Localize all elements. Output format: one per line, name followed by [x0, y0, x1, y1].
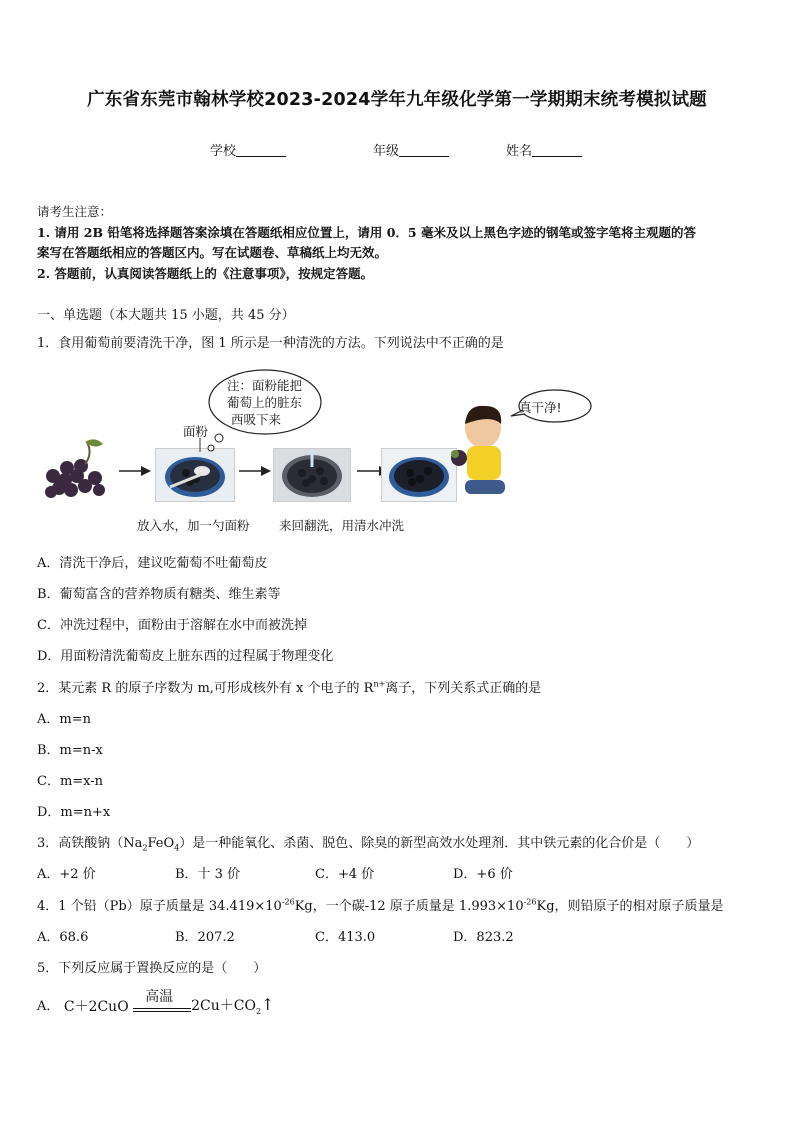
- q3-options: [37, 863, 513, 882]
- q3-option-a[interactable]: A．+2 价: [37, 867, 96, 882]
- notice-item-2: 2. 答题前，认真阅读答题纸上的《注意事项》，按规定答题。: [37, 265, 374, 281]
- q3-option-d[interactable]: D．+6 价: [453, 867, 513, 882]
- arrow-icon: [119, 464, 153, 478]
- school-blank[interactable]: [236, 143, 286, 157]
- q1-option-a[interactable]: A．清洗干净后，建议吃葡萄不吐葡萄皮: [37, 556, 268, 571]
- page-title: 广东省东莞市翰林学校2023-2024学年九年级化学第一学期期末统考模拟试题: [87, 90, 707, 110]
- notice-item-1a: 1. 请用 2B 铅笔将选择题答案涂填在答题纸相应位置上，请用 0．5 毫米及以上黑色字迹的钢笔或签字笔将主观题的答: [37, 224, 696, 240]
- speech-bubble-text: 真干净!: [519, 400, 562, 415]
- q1-option-d[interactable]: D．用面粉清洗葡萄皮上脏东西的过程属于物理变化: [37, 649, 334, 664]
- grape-washing-figure: [37, 368, 617, 538]
- q2-option-a[interactable]: A．m=n: [37, 712, 91, 727]
- pot-flour-image: [155, 448, 235, 502]
- q3-option-b[interactable]: B．十 3 价: [175, 867, 241, 882]
- name-blank[interactable]: [532, 143, 582, 157]
- q1-option-c[interactable]: C．冲洗过程中，面粉由于溶解在水中而被洗掉: [37, 618, 307, 633]
- note-bubble-text: 注：面粉能把 葡萄上的脏东 西吸下来: [227, 378, 303, 427]
- reaction-condition: 高温: [133, 996, 191, 1016]
- q2-stem: 2．某元素 R 的原子序数为 m,可形成核外有 x 个电子的 $R^{n+}$离子，下列关系式正确的是: [37, 679, 542, 696]
- q1-stem: 1．食用葡萄前要清洗干净，图 1 所示是一种清洗的方法。下列说法中不正确的是: [37, 336, 504, 351]
- pot-clean-image: [381, 448, 457, 502]
- q4-options: [37, 926, 514, 945]
- caption-step2: 来回翻洗，用清水冲洗: [279, 518, 405, 533]
- grade-field: 年级: [373, 140, 449, 159]
- notice-block: [37, 202, 762, 284]
- q2-option-c[interactable]: C．m=x-n: [37, 774, 104, 789]
- q3-stem: 3．高铁酸钠$(Na_2FeO_4)$是一种能氧化、杀菌、脱色、除臭的新型高效水处理剂．其中铁元素的化合价是（ ）: [37, 836, 700, 853]
- q4-option-c[interactable]: C．413.0: [315, 930, 376, 945]
- school-field: 学校: [210, 140, 286, 159]
- q2-option-b[interactable]: B．m=n-x: [37, 743, 103, 758]
- q4-option-a[interactable]: A．68.6: [37, 930, 89, 945]
- notice-head: 请考生注意：: [37, 204, 113, 219]
- flour-label: 面粉: [183, 424, 209, 439]
- section-heading: 一、单选题（本大题共 15 小题，共 45 分）: [37, 308, 295, 323]
- grapes-image: [41, 436, 113, 502]
- notice-item-1b: 案写在答题纸相应的答题区内。写在试题卷、草稿纸上均无效。: [37, 245, 388, 260]
- q5-stem: 5．下列反应属于置换反应的是（ ）: [37, 961, 267, 976]
- pot-rinse-image: [273, 448, 351, 502]
- q4-option-d[interactable]: D．823.2: [453, 930, 514, 945]
- q5-option-a[interactable]: A． C＋2CuO 高温 $2Cu+CO_2↑$: [37, 988, 275, 1016]
- caption-step1: 放入水，加一勺面粉: [137, 518, 250, 533]
- grade-blank[interactable]: [399, 143, 449, 157]
- q4-stem: 4．1 个铅（Pb）原子质量是 $34.419\times 10^{-26}Kg$，一个碳-12 原子质量是 $1.993\times 10^{-26}Kg$，则铅原子的相对原子质量是: [37, 897, 724, 914]
- q1-option-b[interactable]: B．葡萄富含的营养物质有糖类、维生素等: [37, 587, 281, 602]
- arrow-icon: [239, 464, 273, 478]
- q2-option-d[interactable]: D．m=n+x: [37, 805, 111, 820]
- q3-option-c[interactable]: C．+4 价: [315, 867, 375, 882]
- q4-option-b[interactable]: B．207.2: [175, 930, 235, 945]
- name-field: 姓名: [506, 140, 582, 159]
